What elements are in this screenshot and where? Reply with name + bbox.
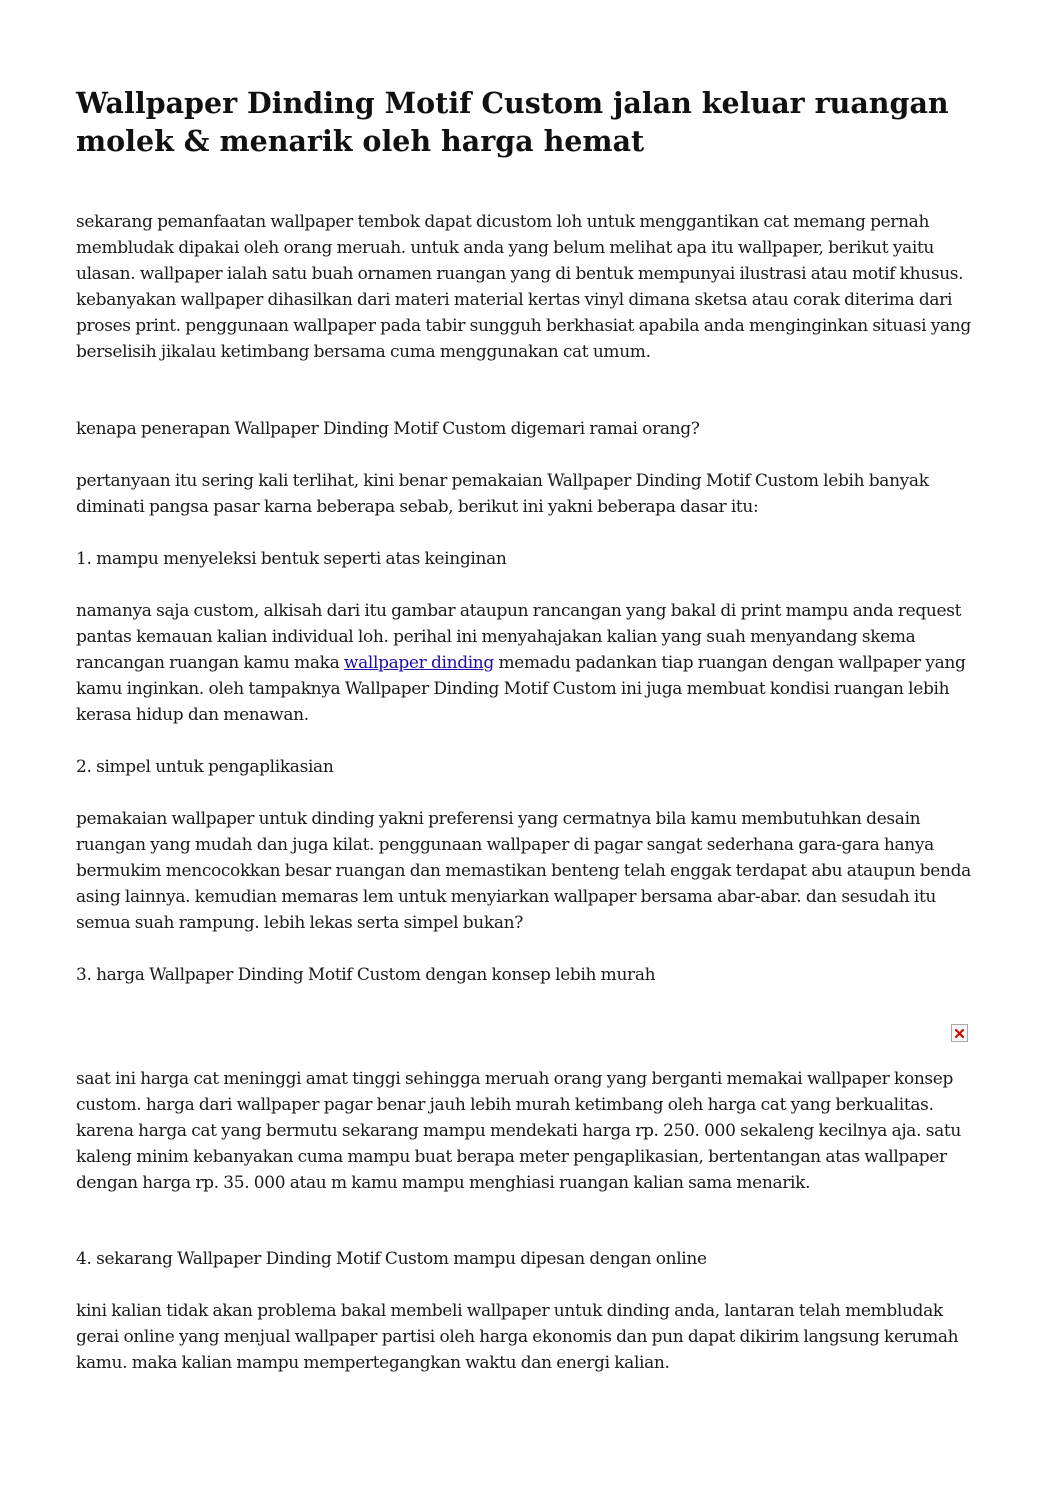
paragraph-text: namanya saja custom, alkisah dari itu gambar ataupun rancangan yang bakal di print mampu anda request pantas kemauan kalian individual loh. perihal ini menyahajakan kalian yang suah menyandang skema rancangan ruangan kamu maka	[76, 601, 962, 673]
paragraph-intro: sekarang pemanfaatan wallpaper tembok dapat dicustom loh untuk menggantikan cat memang pernah membludak dipakai oleh orang meruah. untuk anda yang belum melihat apa itu wallpaper, berikut yaitu ulasan. wallpaper ialah satu buah ornamen ruangan yang di bentuk mempunyai ilustrasi atau motif khusus. kebanyakan wallpaper dihasilkan dari materi material kertas vinyl dimana sketsa atau corak diterima dari proses print. penggunaan wallpaper pada tabir sungguh berkhasiat apabila anda menginginkan situasi yang berselisih jikalau ketimbang bersama cuma menggunakan cat umum.	[76, 212, 971, 362]
list-heading-4: 4. sekarang Wallpaper Dinding Motif Custom mampu dipesan dengan online	[76, 1249, 707, 1269]
list-heading-2: 2. simpel untuk pengaplikasian	[76, 757, 334, 777]
paragraph-application: pemakaian wallpaper untuk dinding yakni preferensi yang cermatnya bila kamu membutuhkan desain ruangan yang mudah dan juga kilat. penggunaan wallpaper di pagar sangat sederhana gara-gara hanya bermukim mencocokkan besar ruangan dan memastikan benteng telah enggak terdapat abu ataupun benda asing lainnya. kemudian memaras lem untuk menyiarkan wallpaper bersama abar-abar. dan sesudah itu semua suah rampung. lebih lekas serta simpel bukan?	[76, 809, 971, 933]
paragraph-price: saat ini harga cat meninggi amat tinggi sehingga meruah orang yang berganti memakai wallpaper konsep custom. harga dari wallpaper pagar benar jauh lebih murah ketimbang oleh harga cat yang berkualitas. karena harga cat yang bermutu sekarang mampu mendekati harga rp. 250. 000 sekaleng kecilnya aja. satu kaleng minim kebanyakan cuma mampu buat berapa meter pengaplikasian, bertentangan atas wallpaper dengan harga rp. 35. 000 atau m kamu mampu menghiasi ruangan kalian sama menarik.	[76, 1069, 961, 1193]
broken-image-icon	[951, 1024, 968, 1042]
article-title: Wallpaper Dinding Motif Custom jalan keluar ruangan molek & menarik oleh harga hemat	[76, 86, 949, 158]
wallpaper-dinding-link[interactable]: wallpaper dinding	[343, 653, 494, 673]
list-heading-3: 3. harga Wallpaper Dinding Motif Custom dengan konsep lebih murah	[76, 965, 656, 985]
paragraph-answer-intro: pertanyaan itu sering kali terlihat, kini benar pemakaian Wallpaper Dinding Motif Custom lebih banyak diminati pangsa pasar karna beberapa sebab, berikut ini yakni beberapa dasar itu:	[76, 471, 929, 517]
paragraph-question: kenapa penerapan Wallpaper Dinding Motif Custom digemari ramai orang?	[76, 419, 700, 439]
list-heading-1: 1. mampu menyeleksi bentuk seperti atas keinginan	[76, 549, 507, 569]
paragraph-custom-design	[76, 598, 974, 728]
broken-image-x-icon	[955, 1029, 964, 1038]
paragraph-text: memadu padankan tiap ruangan dengan wallpaper yang kamu inginkan. oleh tampaknya Wallpaper Dinding Motif Custom ini juga membuat kondisi ruangan lebih kerasa hidup dan menawan.	[76, 653, 966, 725]
article	[76, 84, 974, 1373]
paragraph-online: kini kalian tidak akan problema bakal membeli wallpaper untuk dinding anda, lantaran telah membludak gerai online yang menjual wallpaper partisi oleh harga ekonomis dan pun dapat dikirim langsung kerumah kamu. maka kalian mampu mempertegangkan waktu dan energi kalian.	[76, 1301, 959, 1373]
